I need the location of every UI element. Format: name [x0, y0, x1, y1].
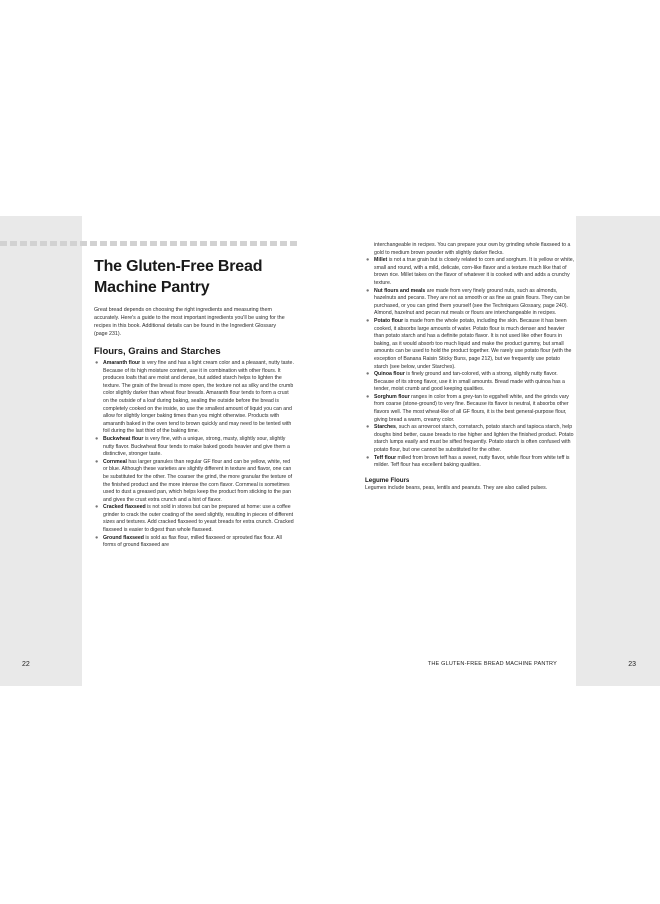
section-heading: Flours, Grains and Starches: [94, 346, 221, 357]
flour-description: is not a true grain but is closely related to corn and sorghum. It is yellow or white, small and round, with a mild, delicate, corn-like flavor and a texture much like that of brown rice. Millet takes on the flavor of whatever it is cooked with and adds a crunchy texture.: [374, 257, 575, 286]
flour-description: is very fine, with a unique, strong, musty, slightly sour, slightly nutty flavor. Buckwheat flour tends to make baked goods heavier and give them a distinctive, stronger taste.: [103, 435, 290, 458]
bullet-icon: ●: [366, 287, 370, 294]
bullet-icon: ●: [366, 454, 370, 461]
bullet-icon: ●: [366, 393, 370, 400]
bullet-icon: ●: [95, 458, 99, 465]
flour-list-item: [94, 360, 294, 436]
flour-term: Ground flaxseed: [103, 534, 144, 541]
bullet-icon: ●: [95, 435, 99, 442]
legume-heading: Legume Flours: [365, 476, 410, 484]
flour-list-item: [365, 394, 575, 424]
bullet-icon: ●: [366, 257, 370, 264]
flour-term: Potato flour: [374, 317, 404, 324]
bullet-icon: ●: [95, 534, 99, 541]
flour-description: are made from very finely ground nuts, such as almonds, hazelnuts and pecans. They are not as smooth or as fine as grain flours. They can be purchased, or you can grind them yourself (see the Techniques Glossary, page 240). Almond, hazelnut and pecan nut meals or flours are interchangeable in recipes.: [374, 287, 570, 317]
flour-term: Buckwheat flour: [103, 435, 144, 442]
flour-description: is finely ground and tan-colored, with a strong, slightly nutty flavor. Because of its strong flavor, use it in small amounts. Bread made with quinoa has a tender, moist crumb and good keeping qualities.: [374, 371, 565, 393]
flour-term: Millet: [374, 257, 388, 264]
flour-list-item: [365, 455, 575, 470]
flour-description: has larger granules than regular GF flour and can be yellow, white, red or blue. Although these varieties are slightly different in texture and flavor, one can be substituted for the other. The coarser the grind, the more granular the texture of the finished product and the more intense the corn flavor. Cornmeal is sometimes used to dust a greased pan, which helps keep the product from sticking to the pan and gives the crust extra crunch and a hint of flavor.: [103, 458, 293, 503]
flour-list-item: [94, 535, 294, 550]
flour-list-item: [365, 318, 575, 371]
bullet-icon: ●: [95, 360, 99, 366]
right-page-margin: [576, 216, 660, 686]
book-spread: [0, 216, 660, 686]
bullet-icon: ●: [366, 424, 370, 431]
bullet-icon: ●: [95, 504, 99, 511]
flour-list-item: [365, 424, 575, 454]
running-head: THE GLUTEN-FREE BREAD MACHINE PANTRY: [427, 661, 557, 667]
flour-description: is made from the whole potato, including the skin. Because it has been cooked, it absorbs large amounts of water. Potato flour is much denser and heavier than potato starch and has a definite potato flavor. It is not used like other flours in baking, as it would absorb too much liquid and make the product gummy, but small amounts can be used to hold the product together. We rarely use potato flour (with the exception of Banana Raisin Sticky Buns, page 212), but we frequently use potato starch (see below, under Starches).: [374, 317, 572, 370]
flour-term: Quinoa flour: [374, 371, 405, 378]
page-number-left: 22: [22, 661, 30, 668]
left-page: [94, 216, 294, 686]
left-page-margin: [0, 216, 82, 686]
flour-term: Amaranth flour: [103, 360, 141, 366]
flour-list-item: [365, 257, 575, 287]
chapter-title: The Gluten-Free Bread Machine Pantry: [94, 258, 263, 296]
flour-description: ranges in color from a grey-tan to eggshell white, and the grinds vary from coarse (stone-ground) to very fine. Because its flavor is neutral, it absorbs other flavors well. The most wheat-like of all GF flours, it is the best general-purpose flour, giving bread a warm, creamy color.: [374, 393, 569, 423]
flour-term: Teff flour: [374, 454, 397, 461]
flour-list-item: [365, 371, 575, 394]
bullet-icon: ●: [366, 371, 370, 378]
flour-description: milled from brown teff has a sweet, nutty flavor, while flour from white teff is milder. Teff flour has excellent baking qualities.: [374, 454, 570, 469]
flour-list-right: [365, 257, 575, 470]
page-number-right: 23: [628, 661, 636, 668]
flour-term: Sorghum flour: [374, 393, 410, 400]
bullet-icon: ●: [366, 317, 370, 324]
intro-paragraph: Great bread depends on choosing the right ingredients and measuring them accurately. Here's a guide to the most important ingredients you'll be using for the recipes in this book. Additional details can be found in the Ingredient Glossary (page 231).: [94, 307, 285, 337]
flour-list-item: [94, 459, 294, 505]
flour-term: Starches: [374, 424, 396, 431]
flour-list-item: [94, 436, 294, 459]
legume-paragraph: Legumes include beans, peas, lentils and peanuts. They are also called pulses.: [365, 484, 548, 491]
flour-term: Cracked flaxseed: [103, 504, 146, 511]
flour-description: is sold as flax flour, milled flaxseed or sprouted flax flour. All forms of ground flaxseed are: [103, 534, 282, 549]
flour-list-item: [94, 504, 294, 534]
flour-description: , such as arrowroot starch, cornstarch, potato starch and tapioca starch, help doughs bind better, cause breads to rise higher and lighten the finished product. Potato starch lumps easily and must be sifted frequently. Potato starch is often confused with potato flour, but one cannot be substituted for the other.: [374, 424, 574, 454]
continued-paragraph: interchangeable in recipes. You can prepare your own by grinding whole flaxseed to a gold to medium brown powder with slightly darker flecks.: [374, 242, 571, 256]
flour-term: Cornmeal: [103, 458, 127, 465]
right-page: [365, 216, 575, 686]
flour-list-left: [94, 360, 294, 550]
flour-term: Nut flours and meals: [374, 287, 426, 294]
flour-list-item: [365, 288, 575, 318]
flour-description: is very fine and has a light cream color and a pleasant, nutty taste. Because of its high moisture content, use it in combination with other flours. It produces loafs that are moist and dense, but added starch helps to lighten the texture. The grain of the bread is more open, the texture not as silky and the crumb color slightly darker than wheat flour breads. Amaranth flour tends to form a crust on the outside of a loaf during baking, sealing the outside before the bread is completely cooked on the inside, so use the smallest amount of liquid you can and allow for slightly longer baking times than you might otherwise. Products with amaranth baked in the oven tend to brown quickly and may need to be tented with foil during the last third of the baking time.: [103, 360, 294, 435]
flour-description: is not sold in stores but can be prepared at home: use a coffee grinder to crack the outer coating of the seed slightly, resulting in pieces of different sizes and textures. Add cracked flaxseed to yeast breads for extra crunch. Cracked flaxseed is easier to digest than whole flaxseed.: [103, 504, 294, 534]
